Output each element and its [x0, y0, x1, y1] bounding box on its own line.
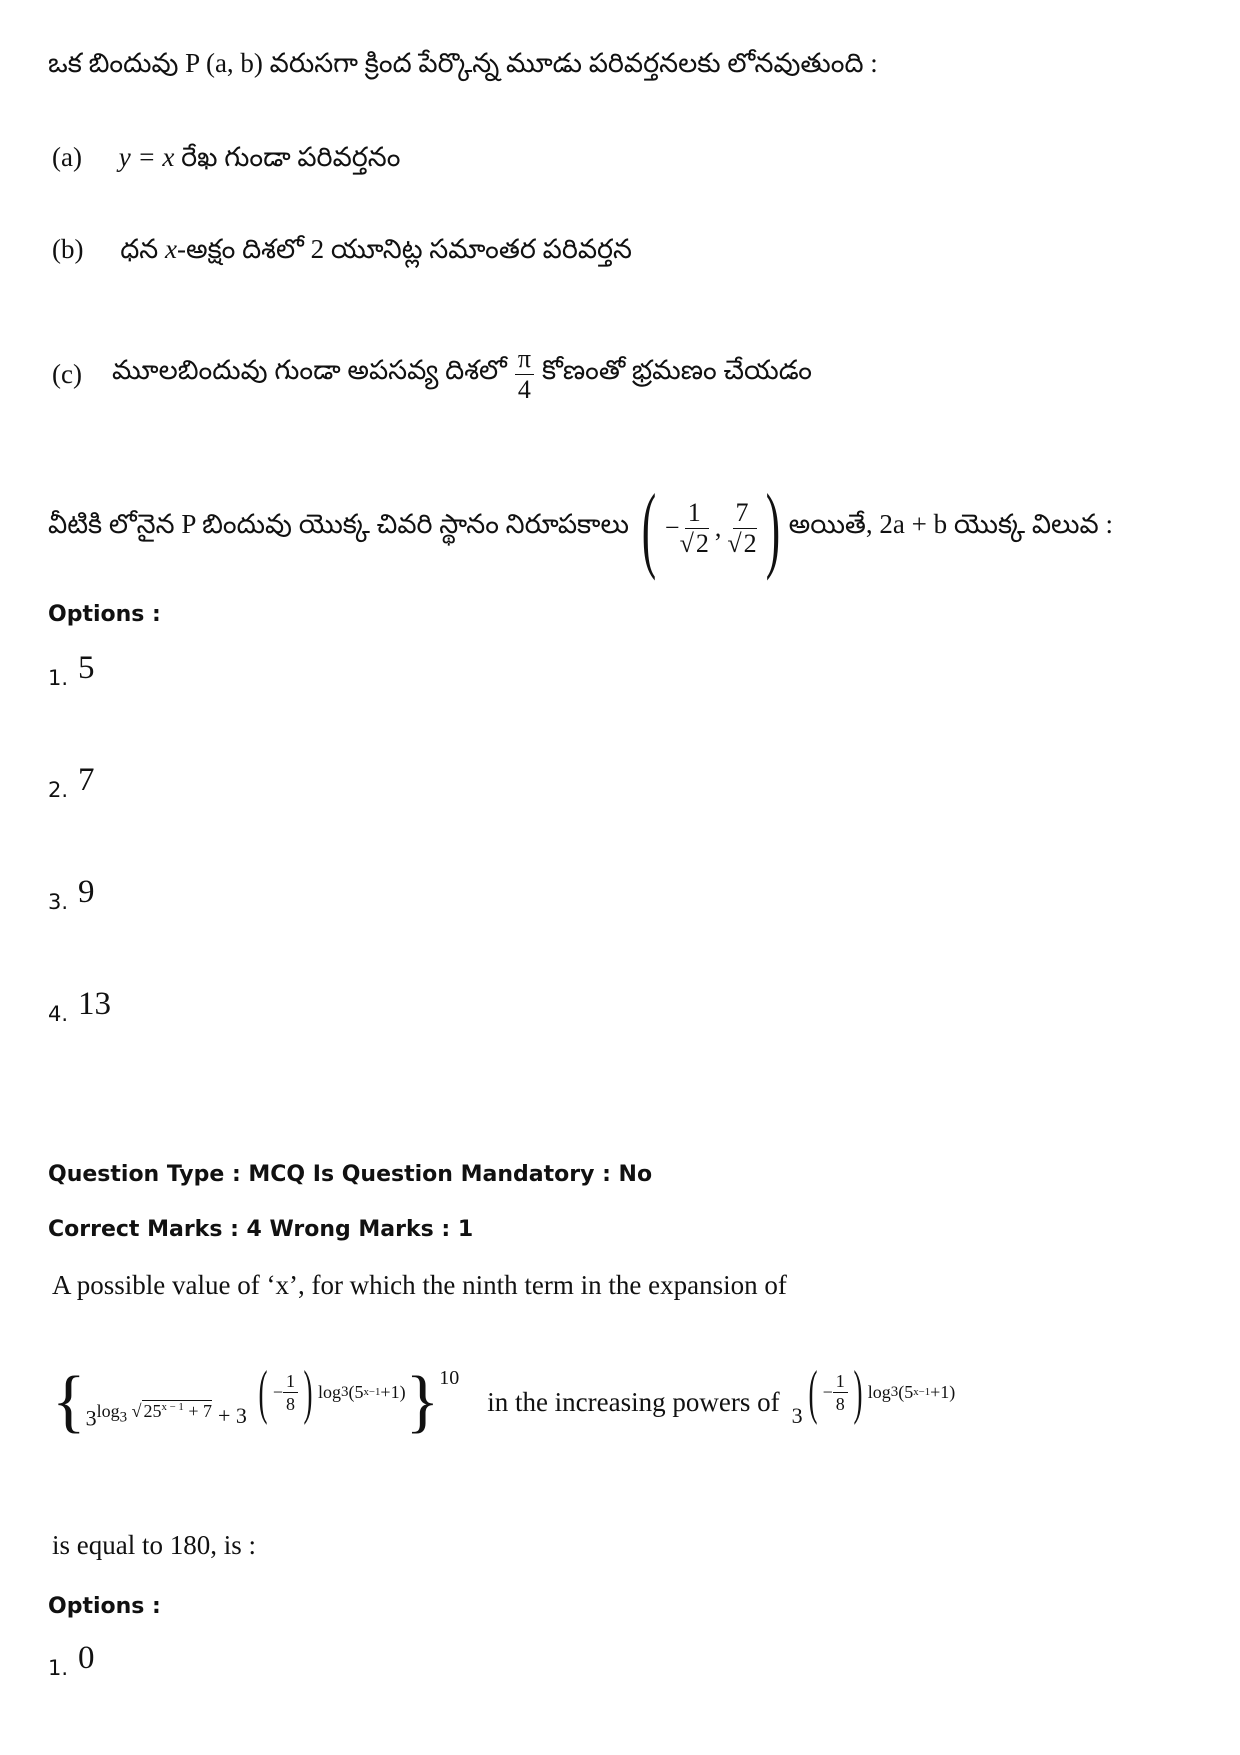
option-4[interactable]	[48, 986, 111, 1026]
base-term: 3	[791, 1403, 803, 1428]
transformation-c	[52, 338, 812, 410]
coord-x-fraction: $\frac{1}{√2}$	[679, 497, 709, 558]
item-b-label: (b)	[52, 234, 84, 264]
item-a-equation: y = x	[118, 142, 175, 172]
option-3[interactable]	[48, 874, 95, 914]
expansion-expression	[52, 1352, 1152, 1452]
option-value: 7	[78, 762, 95, 798]
question-type-line: Question Type : MCQ Is Question Mandatory : No	[48, 1162, 653, 1187]
option-number: 3.	[48, 890, 69, 914]
option-1[interactable]	[48, 650, 95, 690]
option-number: 4.	[48, 1002, 69, 1026]
options-label-2: Options :	[48, 1594, 161, 1619]
second-term-exponent: ( − $\frac{1}{8}$ ) log 3 (5 x−1 +1)	[258, 1359, 406, 1425]
option-value: 0	[78, 1640, 95, 1676]
item-a-text: రేఖ గుండా పరివర్తనం	[181, 142, 401, 172]
final-text-1: వీటికి లోనైన P బిందువు యొక్క చివరి స్థానం నిరూపకాలు	[48, 509, 629, 539]
expansion-power: 10	[439, 1366, 460, 1389]
item-c-text-2: కోణంతో భ్రమణం చేయడం	[541, 355, 812, 385]
question-1-intro: ఒక బిందువు P (a, b) వరుసగా క్రింద పేర్కొన్న మూడు పరివర్తనలకు లోనవుతుంది :	[48, 48, 878, 78]
stem-middle-text: in the increasing powers of	[487, 1386, 780, 1417]
final-text-2: అయితే, 2a + b యొక్క విలువ :	[788, 509, 1113, 539]
option-2[interactable]	[48, 762, 95, 802]
angle-denominator: 4	[517, 374, 531, 404]
right-paren: )	[765, 474, 780, 581]
coord-y-fraction: $\frac{7}{√2}$	[727, 497, 757, 558]
left-paren: (	[641, 474, 657, 581]
options-label-1: Options :	[48, 602, 161, 627]
angle-fraction	[515, 343, 534, 404]
option-number: 2.	[48, 778, 69, 802]
base-term-exponent: ( − $\frac{1}{8}$ ) log 3 (5 x−1 +1)	[808, 1359, 956, 1425]
transformation-b	[52, 234, 632, 272]
coord-y-numerator: 7	[733, 500, 752, 529]
marks-line: Correct Marks : 4 Wrong Marks : 1	[48, 1217, 474, 1242]
option-value: 5	[78, 650, 95, 686]
final-position-statement: వీటికి లోనైన P బిందువు యొక్క చివరి స్థానం నిరూపకాలు ( − $\frac{1}{√2}$ , $\frac{7}{√2}$ ) అయితే, 2a + b యొక్క విలువ :	[48, 474, 1113, 581]
left-brace: {	[52, 1363, 86, 1440]
angle-numerator: π	[515, 346, 534, 375]
item-b-axis: x	[165, 234, 177, 264]
option-number: 1.	[48, 666, 69, 690]
question-2-stem: A possible value of ‘x’, for which the ninth term in the expansion of	[52, 1270, 787, 1300]
plus-sign: + 3	[217, 1403, 247, 1428]
transformation-a	[52, 142, 400, 180]
question-2-stem-end: is equal to 180, is :	[52, 1530, 256, 1560]
right-brace: }	[405, 1363, 440, 1440]
item-a-label: (a)	[52, 142, 82, 172]
first-term: $3^{log_3 √ 25^{x - 1} + 7}$	[85, 1400, 212, 1431]
item-c-label: (c)	[52, 358, 82, 389]
item-b-text-1: ధన	[120, 234, 159, 264]
coord-y-denominator: 2	[743, 528, 757, 558]
item-b-text-2: -అక్షం దిశలో 2 యూనిట్ల సమాంతర పరివర్తన	[177, 234, 633, 264]
coord-x-denominator: 2	[695, 528, 709, 558]
option-1[interactable]	[48, 1640, 95, 1680]
item-c-text-1: మూలబిందువు గుండా అపసవ్య దిశలో	[111, 355, 507, 385]
coord-x-numerator: 1	[685, 500, 704, 529]
option-number: 1.	[48, 1656, 69, 1680]
option-value: 13	[78, 986, 112, 1022]
option-value: 9	[78, 874, 95, 910]
